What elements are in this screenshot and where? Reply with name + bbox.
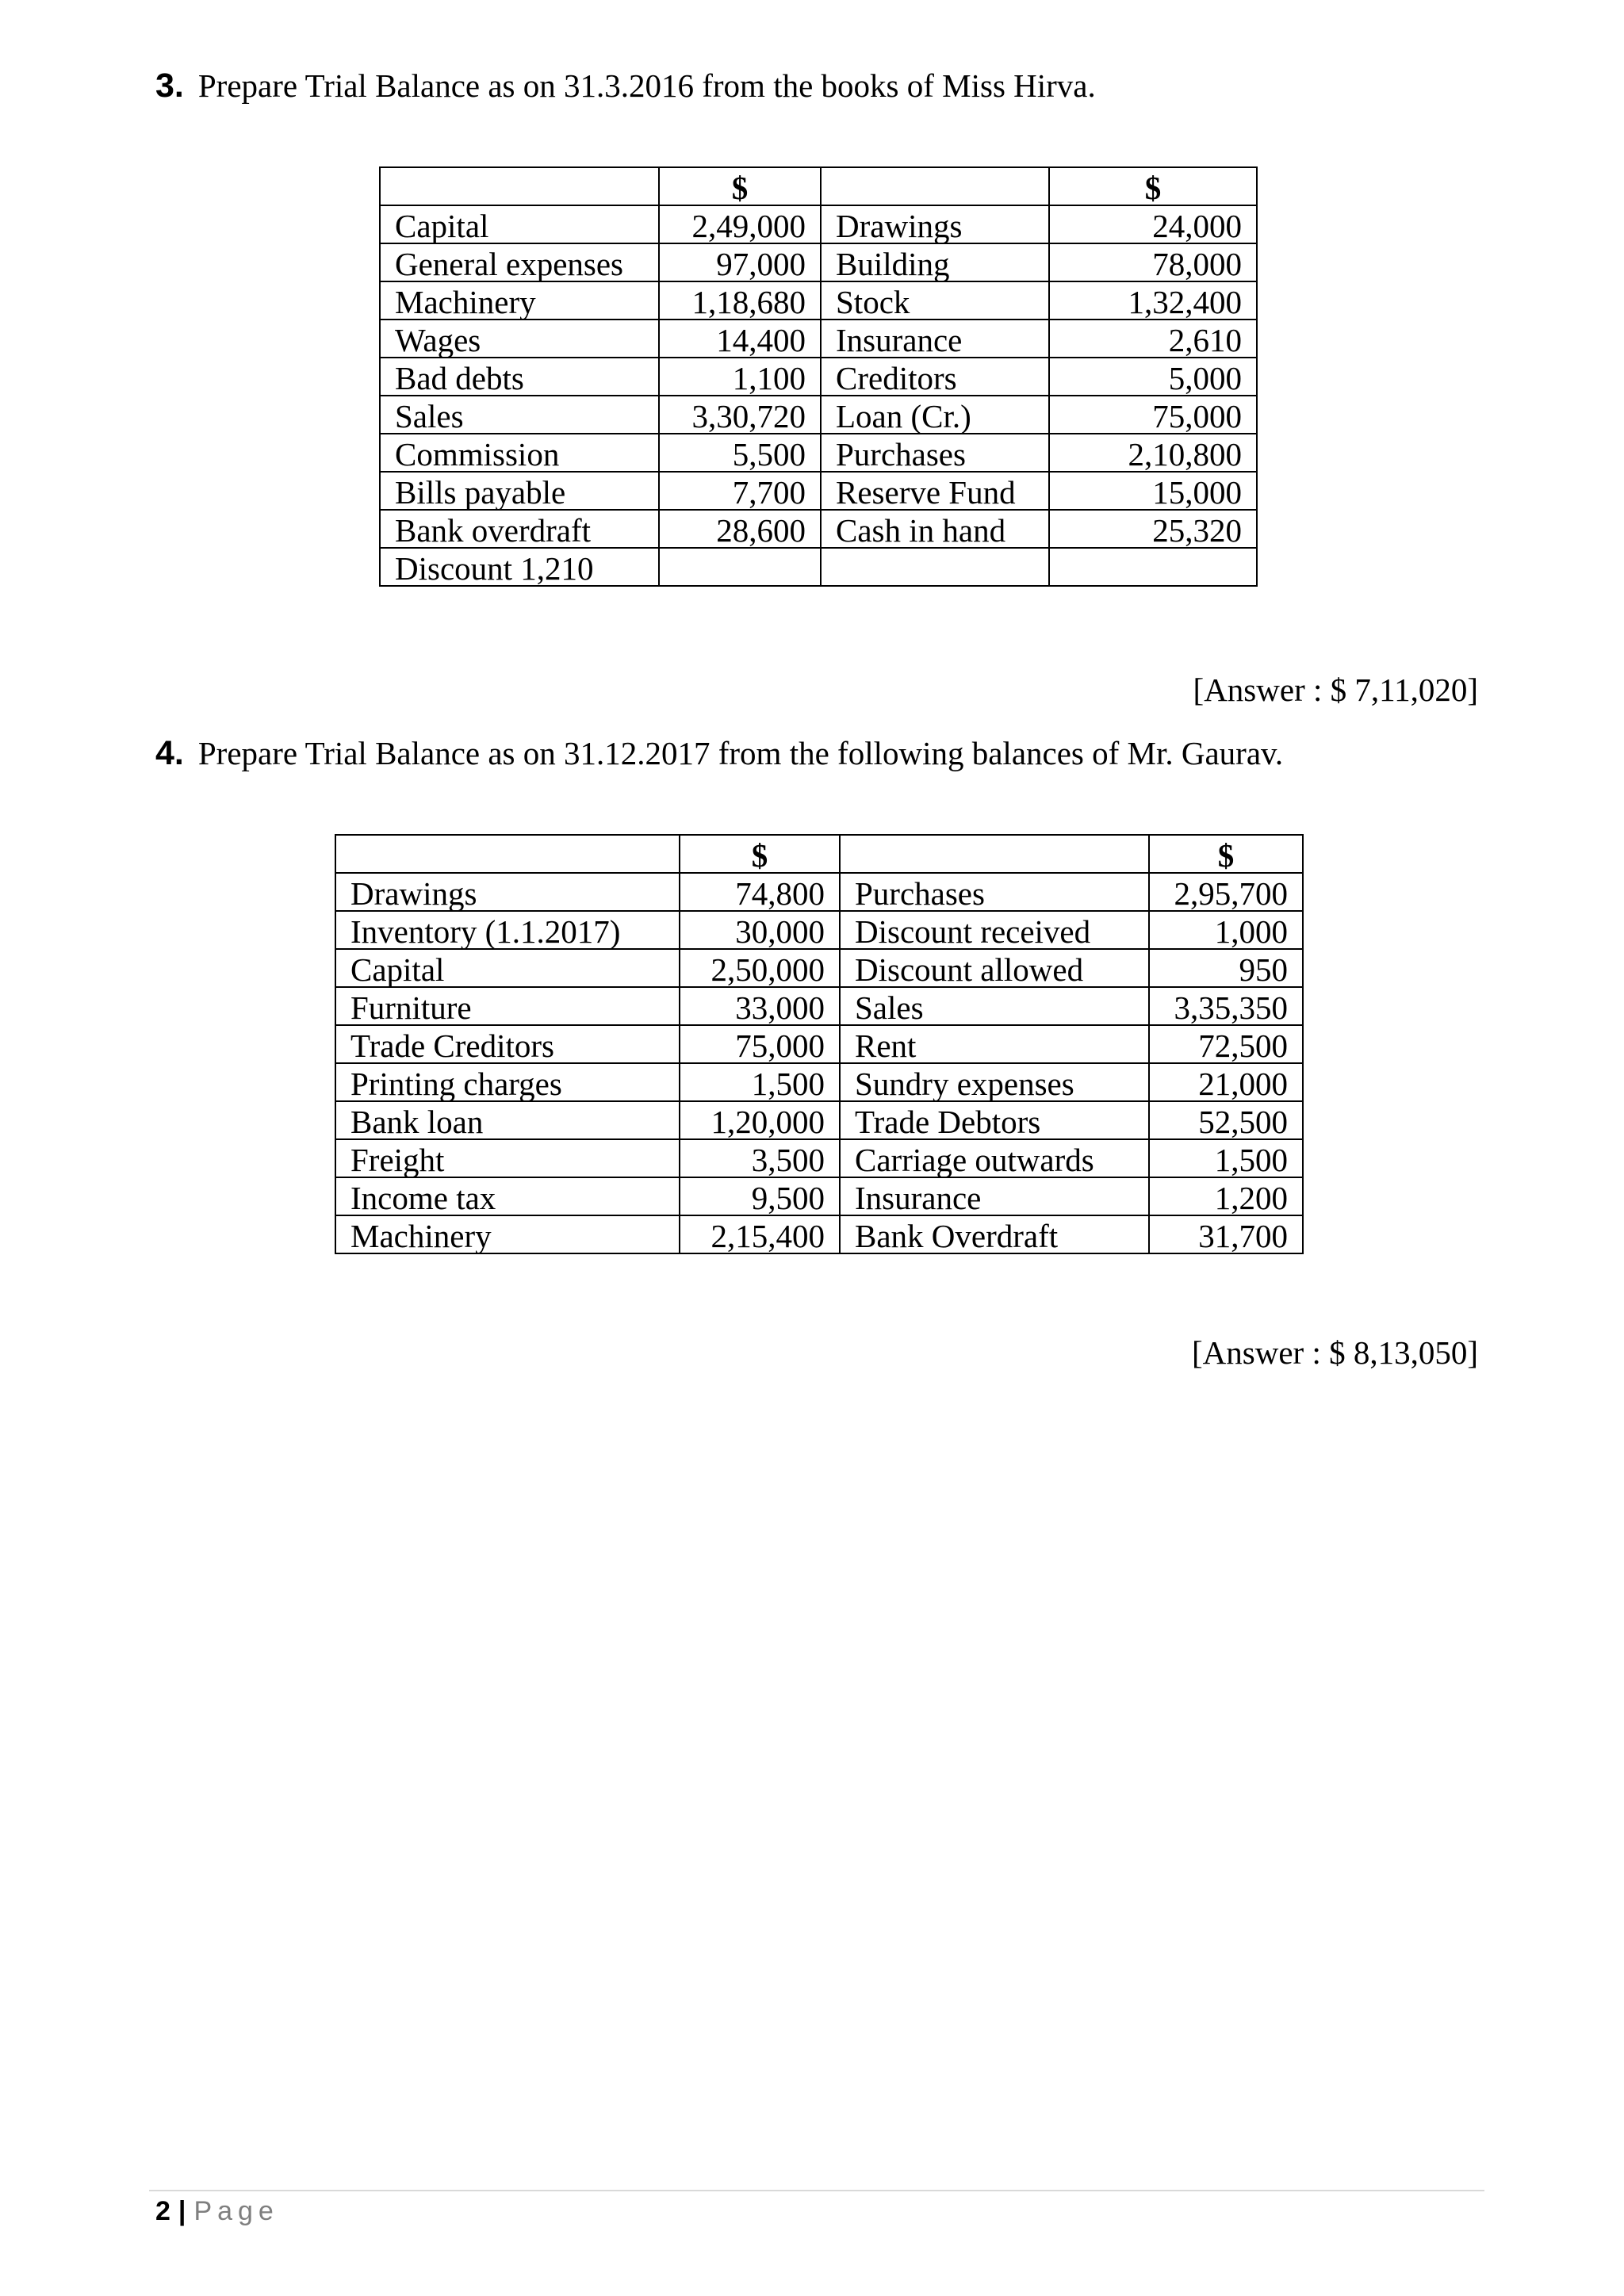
account-name-cell: Freight (335, 1139, 680, 1177)
question-4-number: 4. (155, 734, 184, 772)
question-3-number: 3. (155, 67, 184, 105)
amount-cell: 1,500 (1149, 1139, 1303, 1177)
amount-cell: 3,30,720 (659, 396, 821, 434)
amount-cell: 14,400 (659, 320, 821, 358)
amount-cell: 97,000 (659, 243, 821, 281)
table-row (380, 358, 1257, 396)
account-name-cell (821, 548, 1049, 586)
amount-cell: 3,500 (680, 1139, 840, 1177)
trial-balance-body-q4 (335, 835, 1303, 1253)
table-row (380, 205, 1257, 243)
amount-cell: 9,500 (680, 1177, 840, 1215)
amount-cell: 2,10,800 (1049, 434, 1257, 472)
account-name-cell: Furniture (335, 987, 680, 1025)
table-header-row (335, 835, 1303, 873)
currency-header-cell: $ (680, 835, 840, 873)
account-name-cell: Discount allowed (840, 949, 1149, 987)
account-name-cell: Inventory (1.1.2017) (335, 911, 680, 949)
table-row (335, 1025, 1303, 1063)
table-row (380, 434, 1257, 472)
trial-balance-body-q3 (380, 167, 1257, 586)
amount-cell: 30,000 (680, 911, 840, 949)
answer-q3: [Answer : $ 7,11,020] (1193, 672, 1478, 708)
account-name-cell: Trade Debtors (840, 1101, 1149, 1139)
amount-cell: 78,000 (1049, 243, 1257, 281)
amount-cell: 3,35,350 (1149, 987, 1303, 1025)
currency-header-cell: $ (1049, 167, 1257, 205)
trial-balance-table-q3 (379, 166, 1258, 587)
amount-cell: 15,000 (1049, 472, 1257, 510)
account-name-cell: Bank Overdraft (840, 1215, 1149, 1253)
table-header-row (380, 167, 1257, 205)
amount-cell: 5,000 (1049, 358, 1257, 396)
account-name-cell: Sales (840, 987, 1149, 1025)
amount-cell: 2,50,000 (680, 949, 840, 987)
account-name-cell: Commission (380, 434, 659, 472)
table-row (380, 281, 1257, 320)
table-row (335, 911, 1303, 949)
amount-cell: 28,600 (659, 510, 821, 548)
footer-separator: | (178, 2196, 186, 2226)
account-name-cell: Stock (821, 281, 1049, 320)
account-name-cell: Bills payable (380, 472, 659, 510)
account-name-cell: Rent (840, 1025, 1149, 1063)
amount-cell: 25,320 (1049, 510, 1257, 548)
account-name-cell: Wages (380, 320, 659, 358)
amount-cell: 5,500 (659, 434, 821, 472)
account-name-cell: Capital (380, 205, 659, 243)
table-row (335, 873, 1303, 911)
amount-cell: 2,610 (1049, 320, 1257, 358)
amount-cell: 2,49,000 (659, 205, 821, 243)
amount-cell: 74,800 (680, 873, 840, 911)
question-3-heading (155, 67, 1096, 105)
answer-q4: [Answer : $ 8,13,050] (1192, 1334, 1478, 1371)
table-row (380, 396, 1257, 434)
account-name-cell: Creditors (821, 358, 1049, 396)
account-name-cell: General expenses (380, 243, 659, 281)
amount-cell: 72,500 (1149, 1025, 1303, 1063)
account-name-cell: Machinery (335, 1215, 680, 1253)
question-4-text: Prepare Trial Balance as on 31.12.2017 from the following balances of Mr. Gaurav. (197, 735, 1284, 771)
account-name-cell: Capital (335, 949, 680, 987)
account-name-cell: Printing charges (335, 1063, 680, 1101)
footer-divider (149, 2190, 1484, 2191)
amount-cell: 2,95,700 (1149, 873, 1303, 911)
account-name-cell: Drawings (335, 873, 680, 911)
table-row (335, 1101, 1303, 1139)
amount-cell: 1,000 (1149, 911, 1303, 949)
account-name-cell: Insurance (840, 1177, 1149, 1215)
page-number: 2 (155, 2196, 170, 2226)
page-footer (155, 2196, 279, 2227)
table-row (335, 1215, 1303, 1253)
account-name-cell: Loan (Cr.) (821, 396, 1049, 434)
amount-cell: 52,500 (1149, 1101, 1303, 1139)
amount-cell: 1,500 (680, 1063, 840, 1101)
table-row (380, 548, 1257, 586)
account-name-cell: Bad debts (380, 358, 659, 396)
page-label: Page (193, 2196, 279, 2226)
currency-header-cell: $ (1149, 835, 1303, 873)
amount-cell: 1,20,000 (680, 1101, 840, 1139)
account-name-cell: Bank loan (335, 1101, 680, 1139)
account-name-cell: Purchases (821, 434, 1049, 472)
account-name-cell: Discount received (840, 911, 1149, 949)
account-name-cell: Insurance (821, 320, 1049, 358)
amount-cell: 31,700 (1149, 1215, 1303, 1253)
amount-cell (659, 548, 821, 586)
account-name-cell: Sales (380, 396, 659, 434)
amount-cell (1049, 548, 1257, 586)
table-row (380, 510, 1257, 548)
account-name-cell: Carriage outwards (840, 1139, 1149, 1177)
amount-cell: 75,000 (680, 1025, 840, 1063)
table-row (335, 949, 1303, 987)
account-name-cell: Discount 1,210 (380, 548, 659, 586)
amount-cell: 1,200 (1149, 1177, 1303, 1215)
table-row (380, 243, 1257, 281)
amount-cell: 1,32,400 (1049, 281, 1257, 320)
account-name-cell: Reserve Fund (821, 472, 1049, 510)
amount-cell: 75,000 (1049, 396, 1257, 434)
account-name-cell: Income tax (335, 1177, 680, 1215)
account-name-cell: Machinery (380, 281, 659, 320)
blank-header-cell (335, 835, 680, 873)
account-name-cell: Building (821, 243, 1049, 281)
amount-cell: 33,000 (680, 987, 840, 1025)
table-row (335, 987, 1303, 1025)
amount-cell: 1,18,680 (659, 281, 821, 320)
table-row (380, 472, 1257, 510)
account-name-cell: Purchases (840, 873, 1149, 911)
amount-cell: 950 (1149, 949, 1303, 987)
amount-cell: 1,100 (659, 358, 821, 396)
question-3-text: Prepare Trial Balance as on 31.3.2016 from the books of Miss Hirva. (197, 67, 1096, 104)
amount-cell: 2,15,400 (680, 1215, 840, 1253)
question-4-heading (155, 734, 1283, 773)
account-name-cell: Drawings (821, 205, 1049, 243)
account-name-cell: Trade Creditors (335, 1025, 680, 1063)
blank-header-cell (380, 167, 659, 205)
table-row (335, 1177, 1303, 1215)
table-row (335, 1063, 1303, 1101)
account-name-cell: Cash in hand (821, 510, 1049, 548)
blank-header-cell (821, 167, 1049, 205)
amount-cell: 21,000 (1149, 1063, 1303, 1101)
trial-balance-table-q4 (335, 834, 1304, 1254)
account-name-cell: Bank overdraft (380, 510, 659, 548)
amount-cell: 7,700 (659, 472, 821, 510)
table-row (335, 1139, 1303, 1177)
blank-header-cell (840, 835, 1149, 873)
currency-header-cell: $ (659, 167, 821, 205)
amount-cell: 24,000 (1049, 205, 1257, 243)
table-row (380, 320, 1257, 358)
account-name-cell: Sundry expenses (840, 1063, 1149, 1101)
